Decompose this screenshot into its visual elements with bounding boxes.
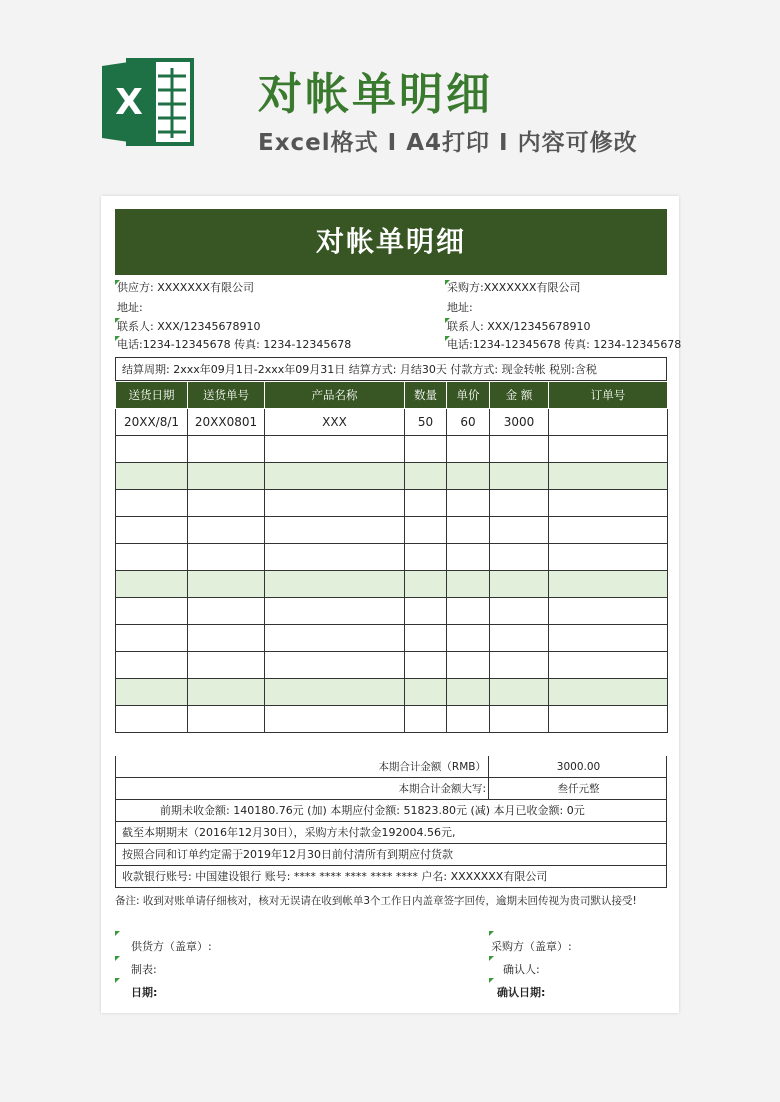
- column-header-order-no: 订单号: [549, 382, 668, 409]
- table-row: [116, 517, 668, 544]
- cutoff-statement: 截至本期期末（2016年12月30日），采购方未付款金192004.56元,: [115, 822, 667, 844]
- excel-logo-icon: [98, 52, 198, 152]
- delivery-table: [115, 381, 668, 733]
- cell-comment-marker: [489, 931, 494, 936]
- sign-maker: 制表:: [131, 963, 157, 976]
- total-amount-value[interactable]: 3000.00: [488, 756, 668, 778]
- table-row: [116, 706, 668, 733]
- buyer-contact: 联系人: XXX/12345678910: [447, 320, 591, 333]
- balance-summary: 前期未收金额: 140180.76元 (加) 本期应付金额: 51823.80元 (减) 本月已收金额: 0元: [115, 800, 667, 822]
- table-row: [116, 571, 668, 598]
- cell-product[interactable]: XXX: [265, 409, 405, 436]
- total-upper-value[interactable]: 叁仟元整: [488, 778, 668, 800]
- cell-order-no[interactable]: [549, 409, 668, 436]
- column-header-delivery-no: 送货单号: [188, 382, 265, 409]
- table-row: [116, 436, 668, 463]
- column-header-amount: 金 额: [490, 382, 549, 409]
- statement-banner: 对帐单明细: [115, 209, 667, 275]
- total-upper-label: 本期合计金额大写:: [398, 783, 486, 795]
- table-row: [116, 625, 668, 652]
- table-row: [116, 490, 668, 517]
- bank-account-info: 收款银行账号: 中国建设银行 账号: **** **** **** **** **** 户名: XXXXXXX有限公司: [115, 866, 667, 888]
- sign-buyer-stamp: 采购方（盖章）:: [491, 940, 572, 953]
- supplier-phone: 电话:1234-12345678 传真: 1234-12345678: [117, 338, 352, 351]
- column-header-product: 产品名称: [265, 382, 405, 409]
- table-row: [116, 598, 668, 625]
- cell-comment-marker: [489, 956, 494, 961]
- total-amount-label: 本期合计金额（RMB）: [378, 761, 486, 773]
- sign-confirm-date: 确认日期:: [497, 986, 546, 999]
- page-header: [0, 0, 780, 190]
- page-subtitle: Excel格式 I A4打印 I 内容可修改: [258, 130, 638, 156]
- settlement-terms: 结算周期: 2xxx年09月1日-2xxx年09月31日 结算方式: 月结30天 付款方式: 现金转帐 税别:含税: [115, 357, 667, 381]
- remark-note: 备注: 收到对账单请仔细核对，核对无误请在收到帐单3个工作日内盖章签字回传，逾期未回传视为贵司默认接受!: [115, 895, 637, 907]
- buyer-name: 采购方:XXXXXXX有限公司: [447, 281, 581, 294]
- cell-delivery-no[interactable]: 20XX0801: [188, 409, 265, 436]
- table-row: [116, 679, 668, 706]
- column-header-unit-price: 单价: [447, 382, 490, 409]
- supplier-name: 供应方: XXXXXXX有限公司: [117, 281, 254, 294]
- table-row: [116, 463, 668, 490]
- cell-comment-marker: [115, 978, 120, 983]
- column-header-quantity: 数量: [405, 382, 447, 409]
- total-amount-row: [115, 756, 667, 778]
- cell-unit-price[interactable]: 60: [447, 409, 490, 436]
- cell-comment-marker: [115, 931, 120, 936]
- cell-amount[interactable]: 3000: [490, 409, 549, 436]
- logo-letter: X: [115, 82, 143, 123]
- sign-supplier-stamp: 供货方（盖章）:: [131, 940, 212, 953]
- contract-statement: 按照合同和订单约定需于2019年12月30日前付清所有到期应付货款: [115, 844, 667, 866]
- total-upper-row: [115, 778, 667, 800]
- supplier-address: 地址:: [117, 301, 143, 314]
- table-row: [116, 409, 668, 436]
- supplier-contact: 联系人: XXX/12345678910: [117, 320, 261, 333]
- table-row: [116, 544, 668, 571]
- page-title: 对帐单明细: [258, 69, 493, 120]
- cell-comment-marker: [115, 956, 120, 961]
- buyer-address: 地址:: [447, 301, 473, 314]
- sign-date: 日期:: [131, 986, 158, 999]
- statement-sheet: [101, 196, 682, 1013]
- sign-confirmer: 确认人:: [503, 963, 540, 976]
- cell-comment-marker: [489, 978, 494, 983]
- table-row: [116, 652, 668, 679]
- cell-quantity[interactable]: 50: [405, 409, 447, 436]
- cell-delivery-date[interactable]: 20XX/8/1: [116, 409, 188, 436]
- buyer-phone: 电话:1234-12345678 传真: 1234-12345678: [447, 338, 682, 351]
- table-header-row: [116, 382, 668, 409]
- column-header-delivery-date: 送货日期: [116, 382, 188, 409]
